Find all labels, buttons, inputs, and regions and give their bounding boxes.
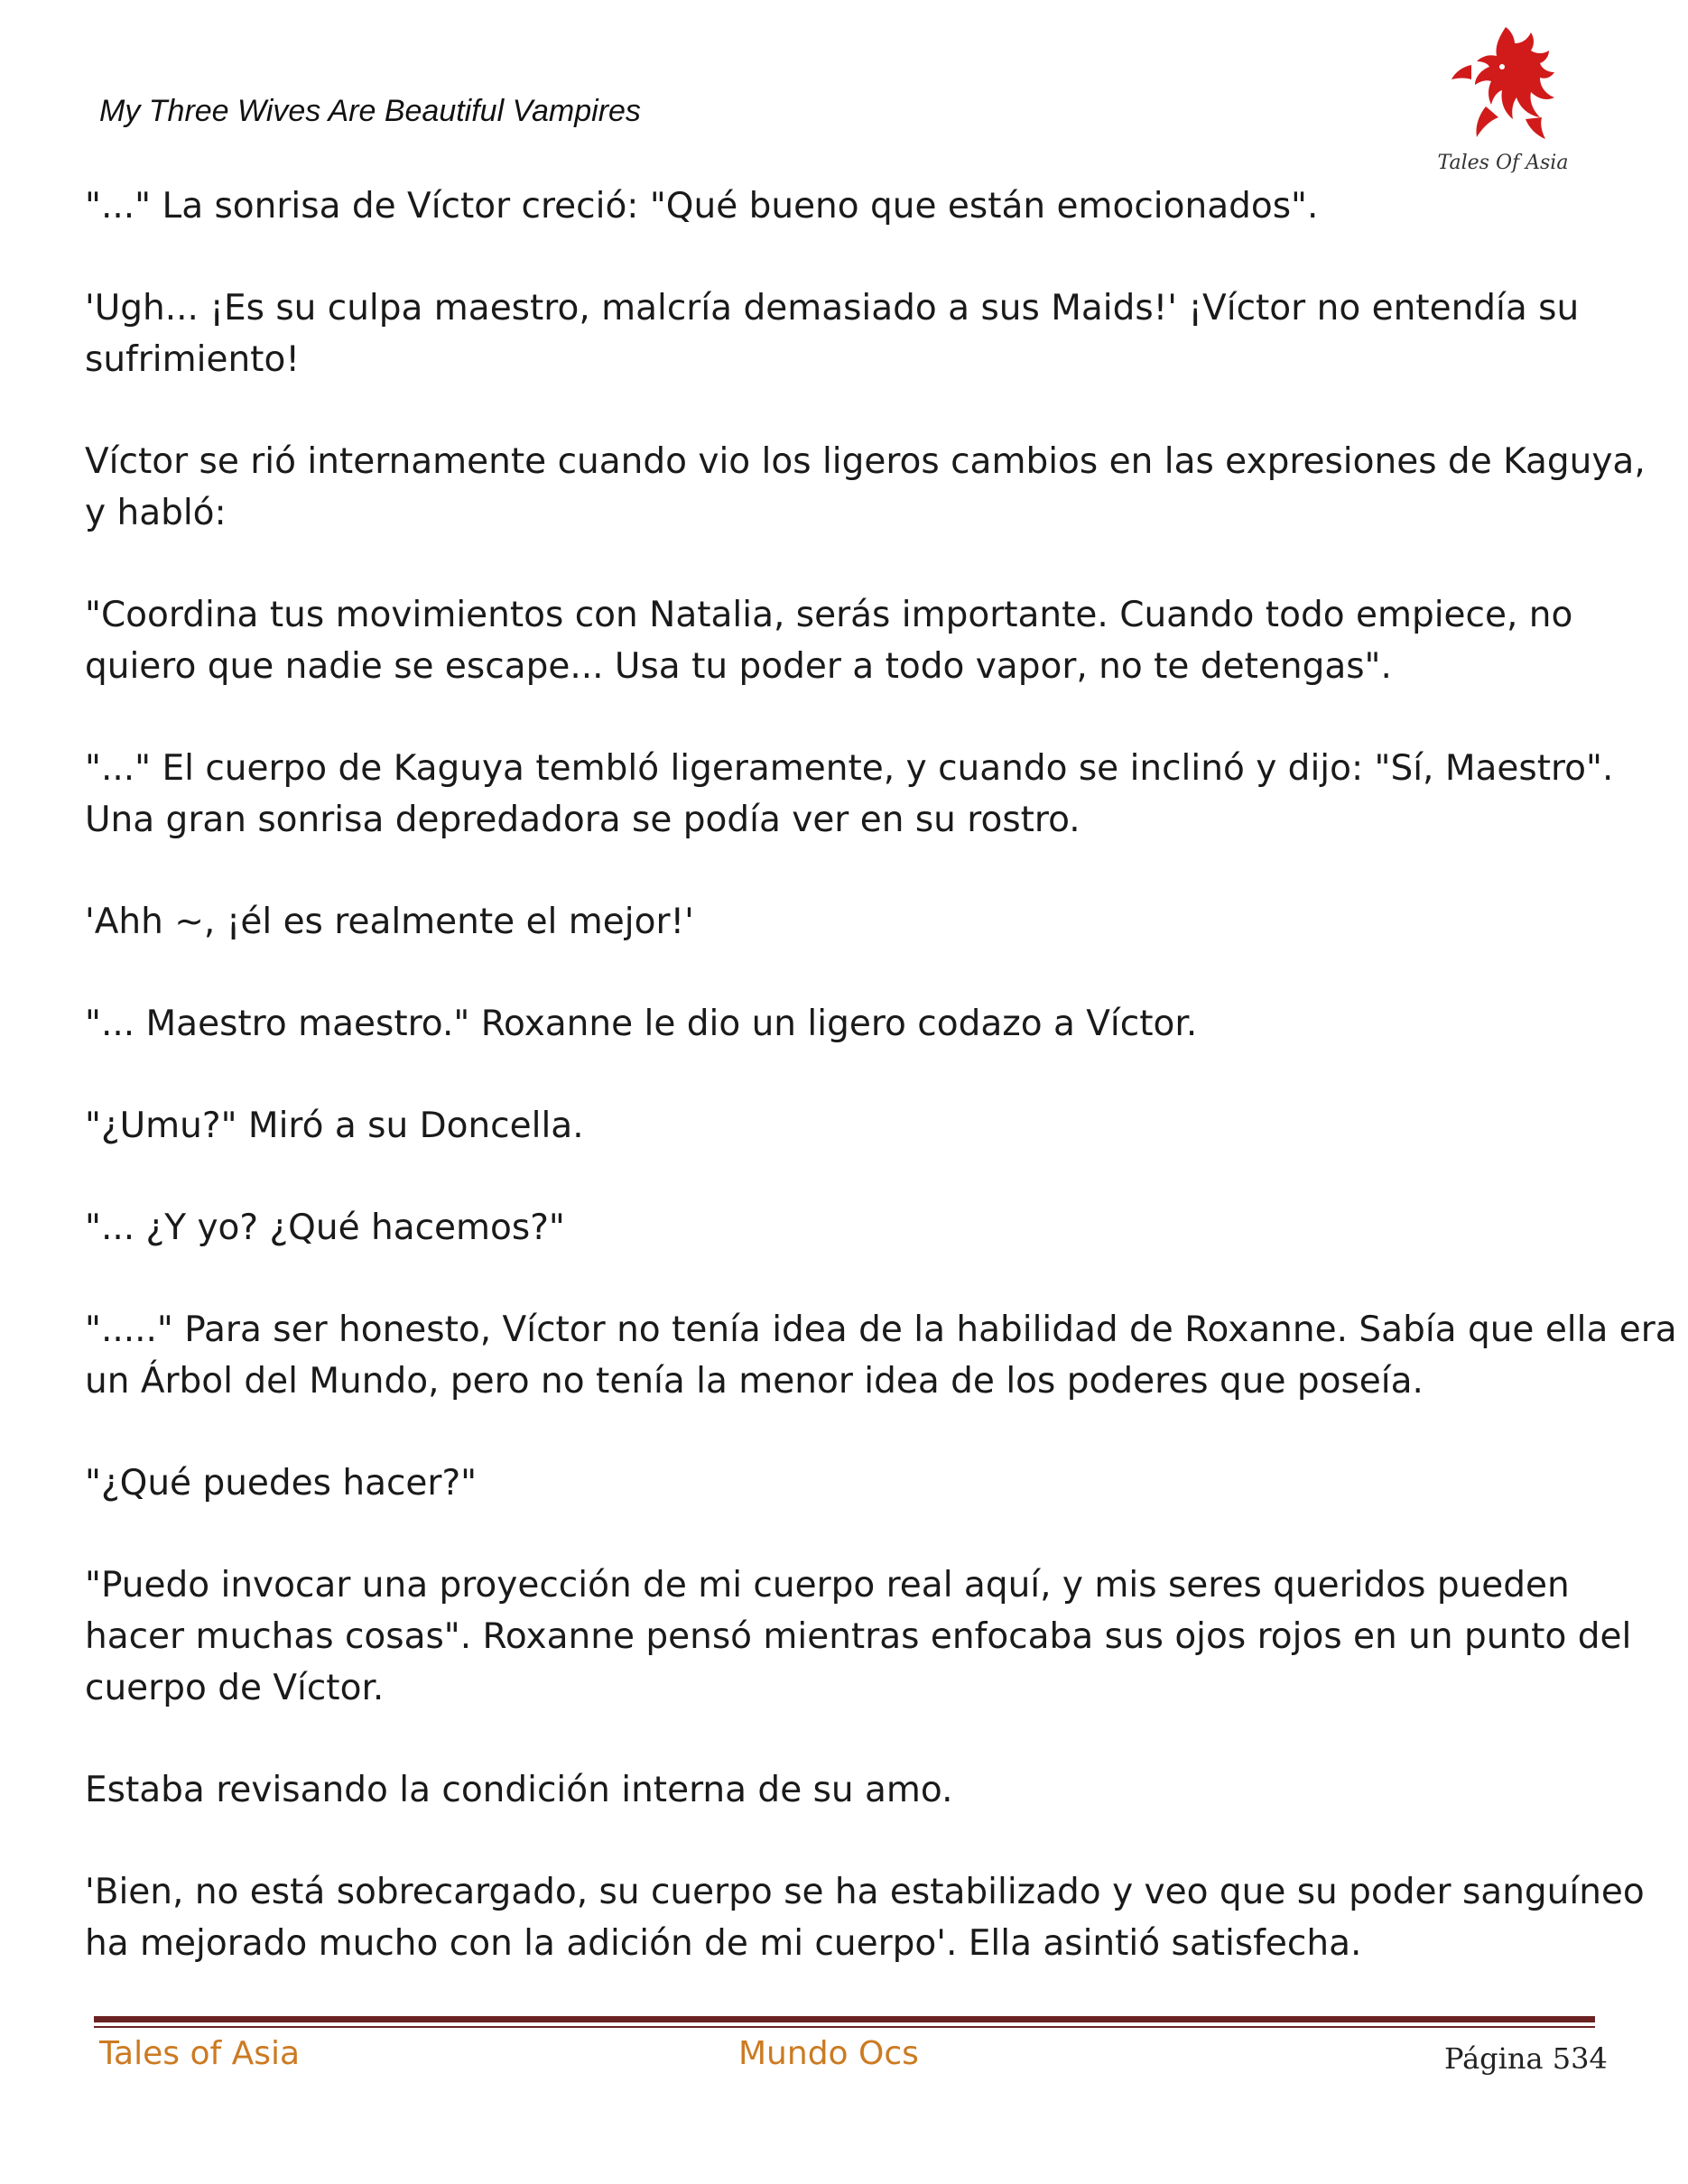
text-line: y habló: [85, 493, 227, 533]
paragraph [85, 1100, 1619, 1152]
text-line: quiero que nadie se escape... Usa tu poder a todo vapor, no te detengas". [85, 646, 1392, 687]
text-line: 'Ugh... ¡Es su culpa maestro, malcría demasiado a sus Maids!' ¡Víctor no entendía su [85, 288, 1580, 329]
paragraph [85, 589, 1619, 692]
text-line: "..." El cuerpo de Kaguya tembló ligeramente, y cuando se inclinó y dijo: "Sí, Maestro". [85, 748, 1614, 789]
paragraph [85, 1458, 1619, 1509]
text-line: 'Bien, no está sobrecargado, su cuerpo se ha estabilizado y veo que su poder sanguíneo [85, 1872, 1645, 1912]
paragraph [85, 1559, 1632, 1714]
footer-divider-thin [94, 2026, 1595, 2028]
paragraph [85, 998, 1619, 1050]
text-line: sufrimiento! [85, 339, 300, 380]
footer-section-name: Mundo Ocs [738, 2035, 919, 2072]
text-line: Víctor se rió internamente cuando vio los ligeros cambios en las expresiones de Kaguya, [85, 441, 1646, 482]
red-dragon-icon [1435, 20, 1571, 155]
text-line: "¿Qué puedes hacer?" [85, 1463, 478, 1504]
text-line: cuerpo de Víctor. [85, 1668, 385, 1708]
paragraph [85, 743, 1619, 846]
text-line: Estaba revisando la condición interna de su amo. [85, 1770, 953, 1810]
text-line: "Puedo invocar una proyección de mi cuerpo real aquí, y mis seres queridos pueden [85, 1565, 1570, 1606]
paragraph [85, 436, 1646, 539]
footer-site-name: Tales of Asia [99, 2035, 301, 2072]
text-line: "Coordina tus movimientos con Natalia, serás importante. Cuando todo empiece, no [85, 595, 1573, 635]
text-line: "... Maestro maestro." Roxanne le dio un ligero codazo a Víctor. [85, 1004, 1198, 1044]
paragraph [85, 180, 1619, 232]
paragraph [85, 896, 1619, 948]
page-number: Página 534 [1444, 2041, 1608, 2076]
text-line: "¿Umu?" Miró a su Doncella. [85, 1106, 584, 1146]
logo-text: Tales Of Asia [1437, 152, 1569, 174]
text-line: Una gran sonrisa depredadora se podía ver en su rostro. [85, 800, 1081, 840]
book-title: My Three Wives Are Beautiful Vampires [99, 94, 641, 128]
publisher-logo [1435, 20, 1571, 182]
text-line: "... ¿Y yo? ¿Qué hacemos?" [85, 1208, 565, 1248]
text-line: hacer muchas cosas". Roxanne pensó mientras enfocaba sus ojos rojos en un punto del [85, 1616, 1632, 1657]
paragraph [85, 1304, 1677, 1407]
text-line: "....." Para ser honesto, Víctor no tenía idea de la habilidad de Roxanne. Sabía que ella era [85, 1309, 1677, 1350]
paragraph [85, 1764, 1619, 1816]
chapter-body [85, 180, 1677, 2020]
text-line: un Árbol del Mundo, pero no tenía la menor idea de los poderes que poseía. [85, 1361, 1424, 1402]
text-line: 'Ahh ~, ¡él es realmente el mejor!' [85, 902, 694, 942]
text-line: ha mejorado mucho con la adición de mi cuerpo'. Ella asintió satisfecha. [85, 1923, 1362, 1964]
paragraph [85, 282, 1619, 385]
paragraph [85, 1866, 1645, 1969]
paragraph [85, 1202, 1619, 1254]
footer-divider [94, 2016, 1595, 2022]
text-line: "..." La sonrisa de Víctor creció: "Qué bueno que están emocionados". [85, 186, 1319, 227]
